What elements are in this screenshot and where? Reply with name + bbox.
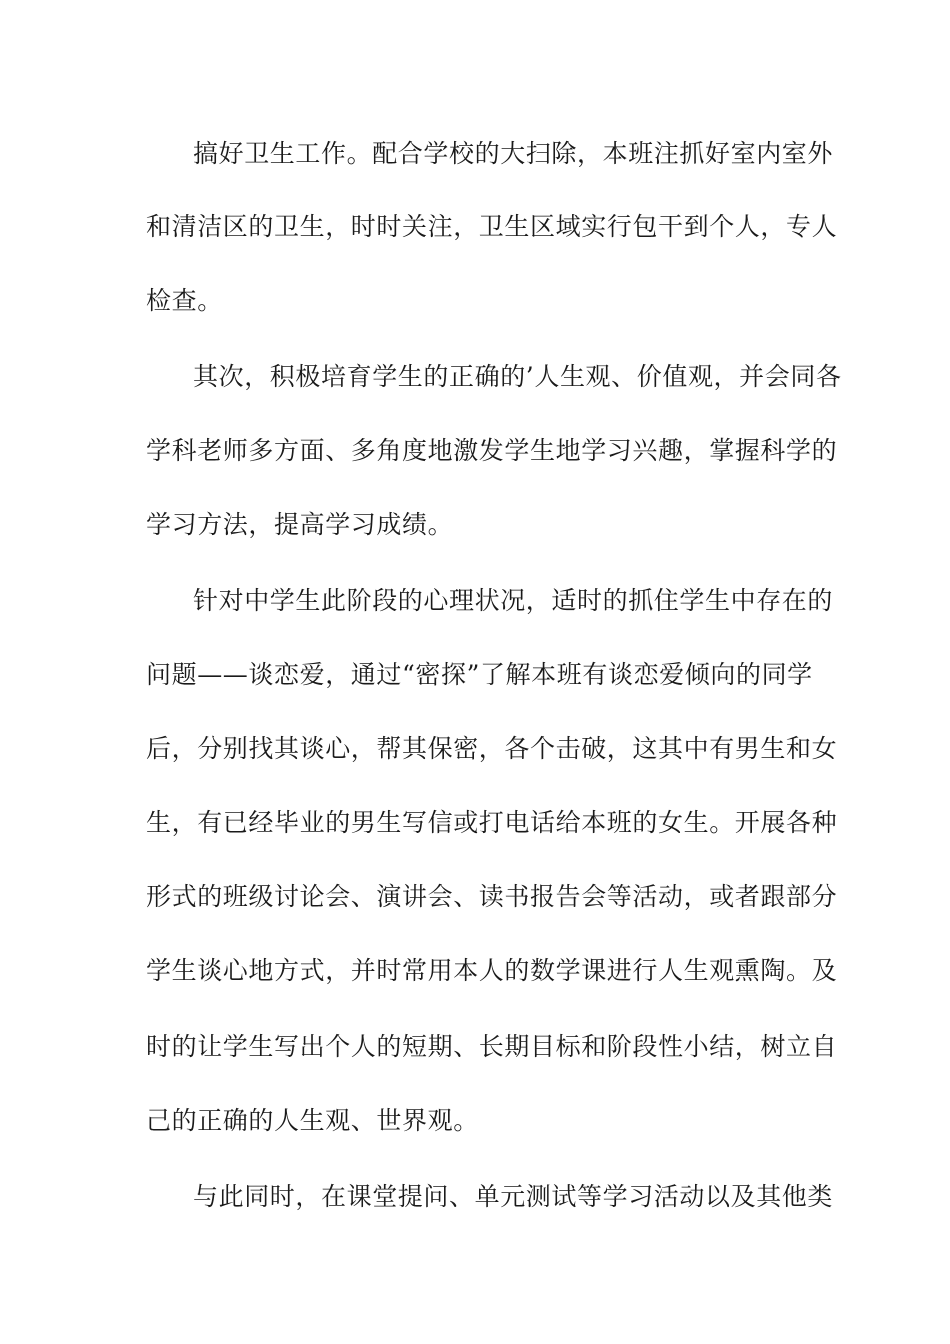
paragraph-2-line-2: 学科老师多方面、多角度地激发学生地学习兴趣，掌握科学的 — [146, 436, 838, 465]
paragraph-3-line-7: 时的让学生写出个人的短期、长期目标和阶段性小结，树立自 — [146, 1032, 838, 1061]
paragraph-1-line-1: 搞好卫生工作。配合学校的大扫除，本班注抓好室内室外 — [193, 139, 834, 168]
paragraph-1-line-2: 和清洁区的卫生，时时关注，卫生区域实行包干到个人，专人 — [146, 212, 838, 241]
paragraph-4-line-1: 与此同时，在课堂提问、单元测试等学习活动以及其他类 — [193, 1182, 834, 1211]
paragraph-1-line-3: 检查。 — [146, 286, 223, 315]
paragraph-2-line-1: 其次，积极培育学生的正确的’人生观、价值观，并会同各 — [193, 362, 842, 391]
paragraph-3-line-8: 己的正确的人生观、世界观。 — [146, 1106, 479, 1135]
paragraph-3-line-1: 针对中学生此阶段的心理状况，适时的抓住学生中存在的 — [193, 586, 834, 615]
paragraph-3-line-2: 问题——谈恋爱，通过“密探”了解本班有谈恋爱倾向的同学 — [146, 660, 813, 689]
paragraph-3-line-5: 形式的班级讨论会、演讲会、读书报告会等活动，或者跟部分 — [146, 882, 838, 911]
paragraph-3-line-3: 后，分别找其谈心，帮其保密，各个击破，这其中有男生和女 — [146, 734, 838, 763]
paragraph-3-line-4: 生，有已经毕业的男生写信或打电话给本班的女生。开展各种 — [146, 808, 838, 837]
paragraph-3-line-6: 学生谈心地方式，并时常用本人的数学课进行人生观熏陶。及 — [146, 956, 838, 985]
paragraph-2-line-3: 学习方法，提高学习成绩。 — [146, 510, 454, 539]
